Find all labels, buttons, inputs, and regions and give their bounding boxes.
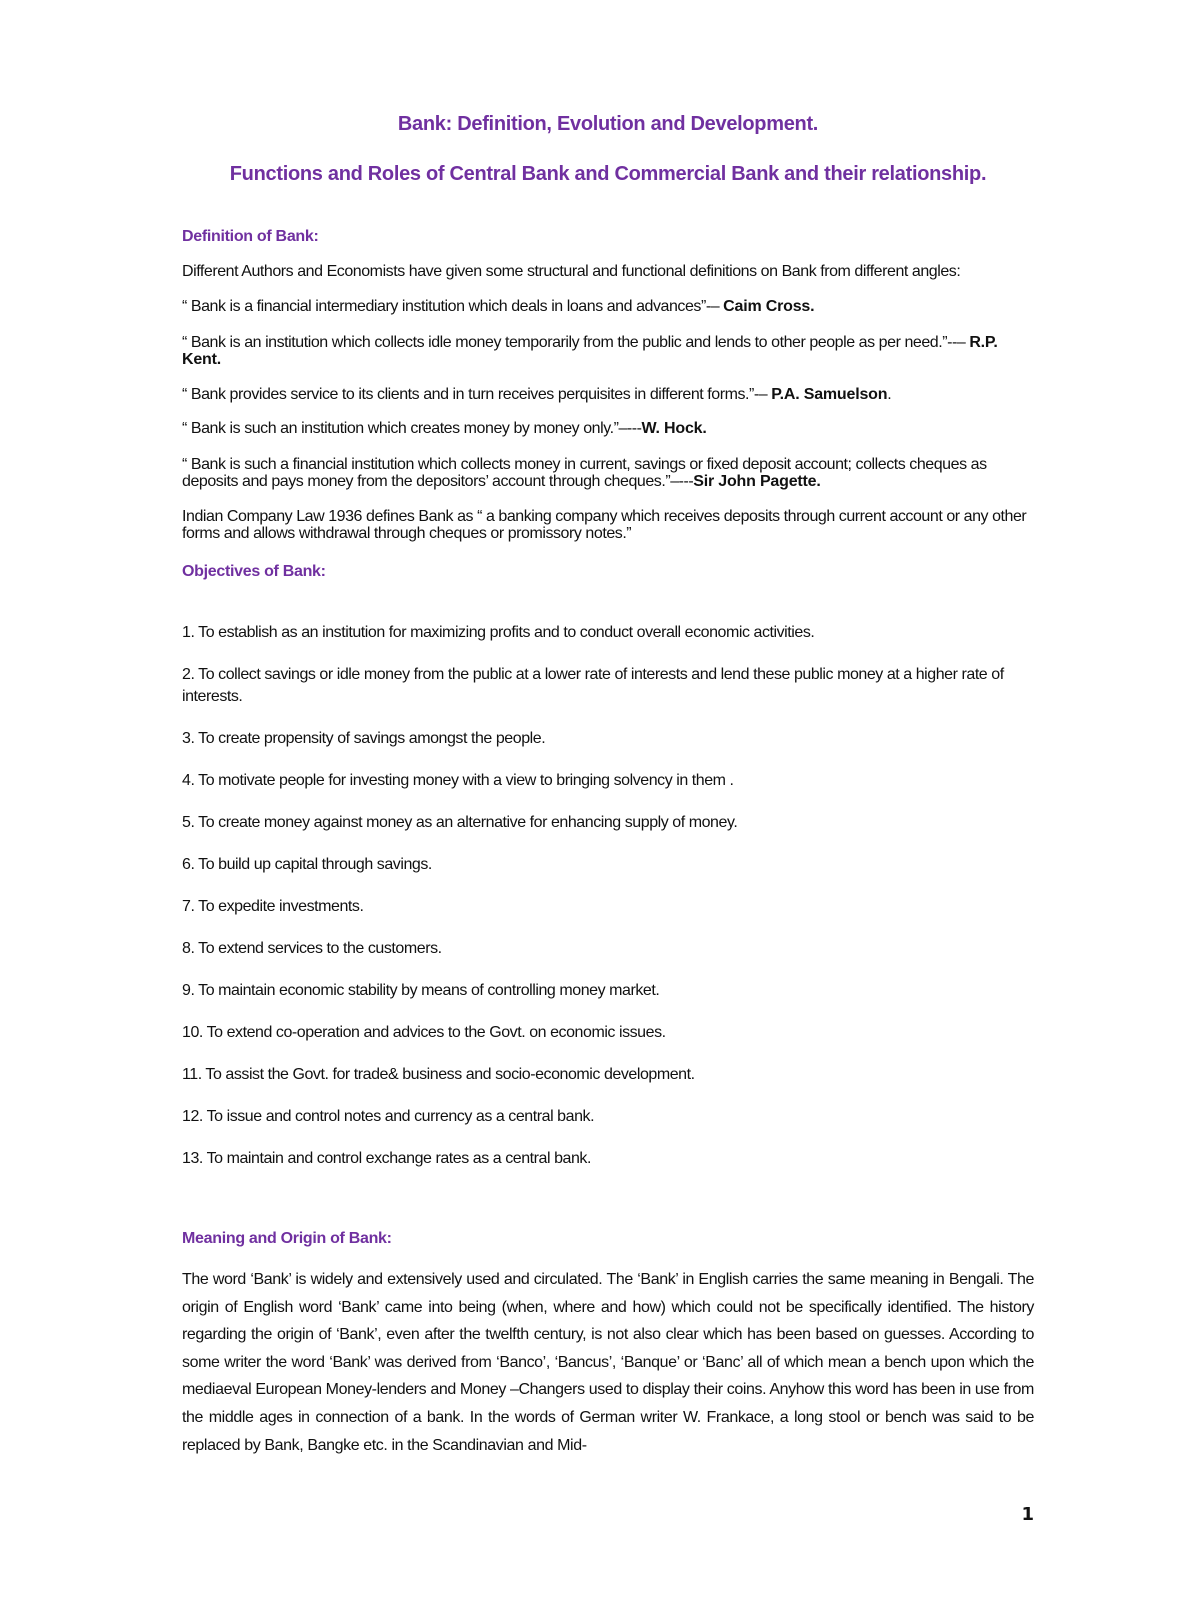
definition-quote-1 (182, 298, 1034, 315)
list-item: 9. To maintain economic stability by means of controlling money market. (182, 982, 660, 999)
quote-text: “ Bank is a financial intermediary institution which deals in loans and advances”-– (182, 298, 724, 315)
quote-author: R.P. Kent. (182, 334, 998, 368)
list-item: 6. To build up capital through savings. (182, 856, 432, 873)
objectives-list (182, 622, 1034, 1190)
quote-text: “ Bank provides service to its clients and in turn receives perquisites in different forms.”-– (182, 386, 772, 403)
definition-quote-4 (182, 420, 1034, 437)
list-item: 2. To collect savings or idle money from the public at a lower rate of interests and lend these public money at a higher rate of interests. (182, 666, 1004, 705)
document-subtitle: Functions and Roles of Central Bank and Commercial Bank and their relationship. (229, 163, 987, 185)
company-law-definition: Indian Company Law 1936 defines Bank as “ a banking company which receives deposits through current account or any other forms and allows withdrawal through cheques or promissory notes.” (182, 508, 1027, 542)
quote-author: Caim Cross. (723, 298, 815, 315)
list-item: 7. To expedite investments. (182, 898, 364, 915)
list-item: 5. To create money against money as an alternative for enhancing supply of money. (182, 814, 738, 831)
quote-text: “ Bank is an institution which collects idle money temporarily from the public and lends to other people as per need.”--– (182, 334, 970, 351)
definition-quote-3 (182, 386, 1034, 403)
definition-quote-2 (182, 334, 1034, 368)
quote-author: W. Hock. (641, 420, 707, 437)
quote-author: Sir John Pagette. (693, 473, 821, 490)
list-item: 8. To extend services to the customers. (182, 940, 442, 957)
meaning-heading: Meaning and Origin of Bank: (182, 1230, 392, 1247)
list-item: 13. To maintain and control exchange rates as a central bank. (182, 1150, 591, 1167)
list-item: 12. To issue and control notes and currency as a central bank. (182, 1108, 595, 1125)
definition-quote-5 (182, 456, 1034, 490)
quote-author: P.A. Samuelson (771, 386, 888, 403)
quote-text: “ Bank is such a financial institution which collects money in current, savings or fixed deposit account; collects cheques as deposits and pays money from the depositors’ account through cheques.”–--- (182, 456, 987, 490)
definition-intro: Different Authors and Economists have given some structural and functional definitions on Bank from different angles: (182, 263, 961, 280)
list-item: 3. To create propensity of savings amongst the people. (182, 730, 546, 747)
objectives-heading: Objectives of Bank: (182, 563, 326, 580)
meaning-body: The word ‘Bank’ is widely and extensively used and circulated. The ‘Bank’ in English carries the same meaning in Bengali. The origin of English word ‘Bank’ came into being (when, where and how) which could not be specifically identified. The history regarding the origin of ‘Bank’, even after the twelfth century, is not also clear which has been based on guesses. According to some writer the word ‘Bank’ was derived from ‘Banco’, ‘Bancus’, ‘Banque’ or ‘Banc’ all of which mean a bench upon which the mediaeval European Money-lenders and Money –Changers used to display their coins. Anyhow this word has been in use from the middle ages in connection of a bank. In the words of German writer W. Frankace, a long stool or bench was said to be replaced by Bank, Bangke etc. in the Scandinavian and Mid- (182, 1271, 1034, 1454)
document-title: Bank: Definition, Evolution and Development. (397, 113, 819, 135)
quote-suffix: . (887, 386, 892, 403)
definition-heading: Definition of Bank: (182, 228, 319, 245)
list-item: 10. To extend co-operation and advices to the Govt. on economic issues. (182, 1024, 666, 1041)
list-item: 11. To assist the Govt. for trade& business and socio-economic development. (182, 1066, 695, 1083)
page-number: 1 (1021, 1504, 1034, 1525)
quote-text: “ Bank is such an institution which creates money by money only.”–--- (182, 420, 642, 437)
list-item: 4. To motivate people for investing money with a view to bringing solvency in them . (182, 772, 734, 789)
list-item: 1. To establish as an institution for maximizing profits and to conduct overall economic activities. (182, 624, 815, 641)
